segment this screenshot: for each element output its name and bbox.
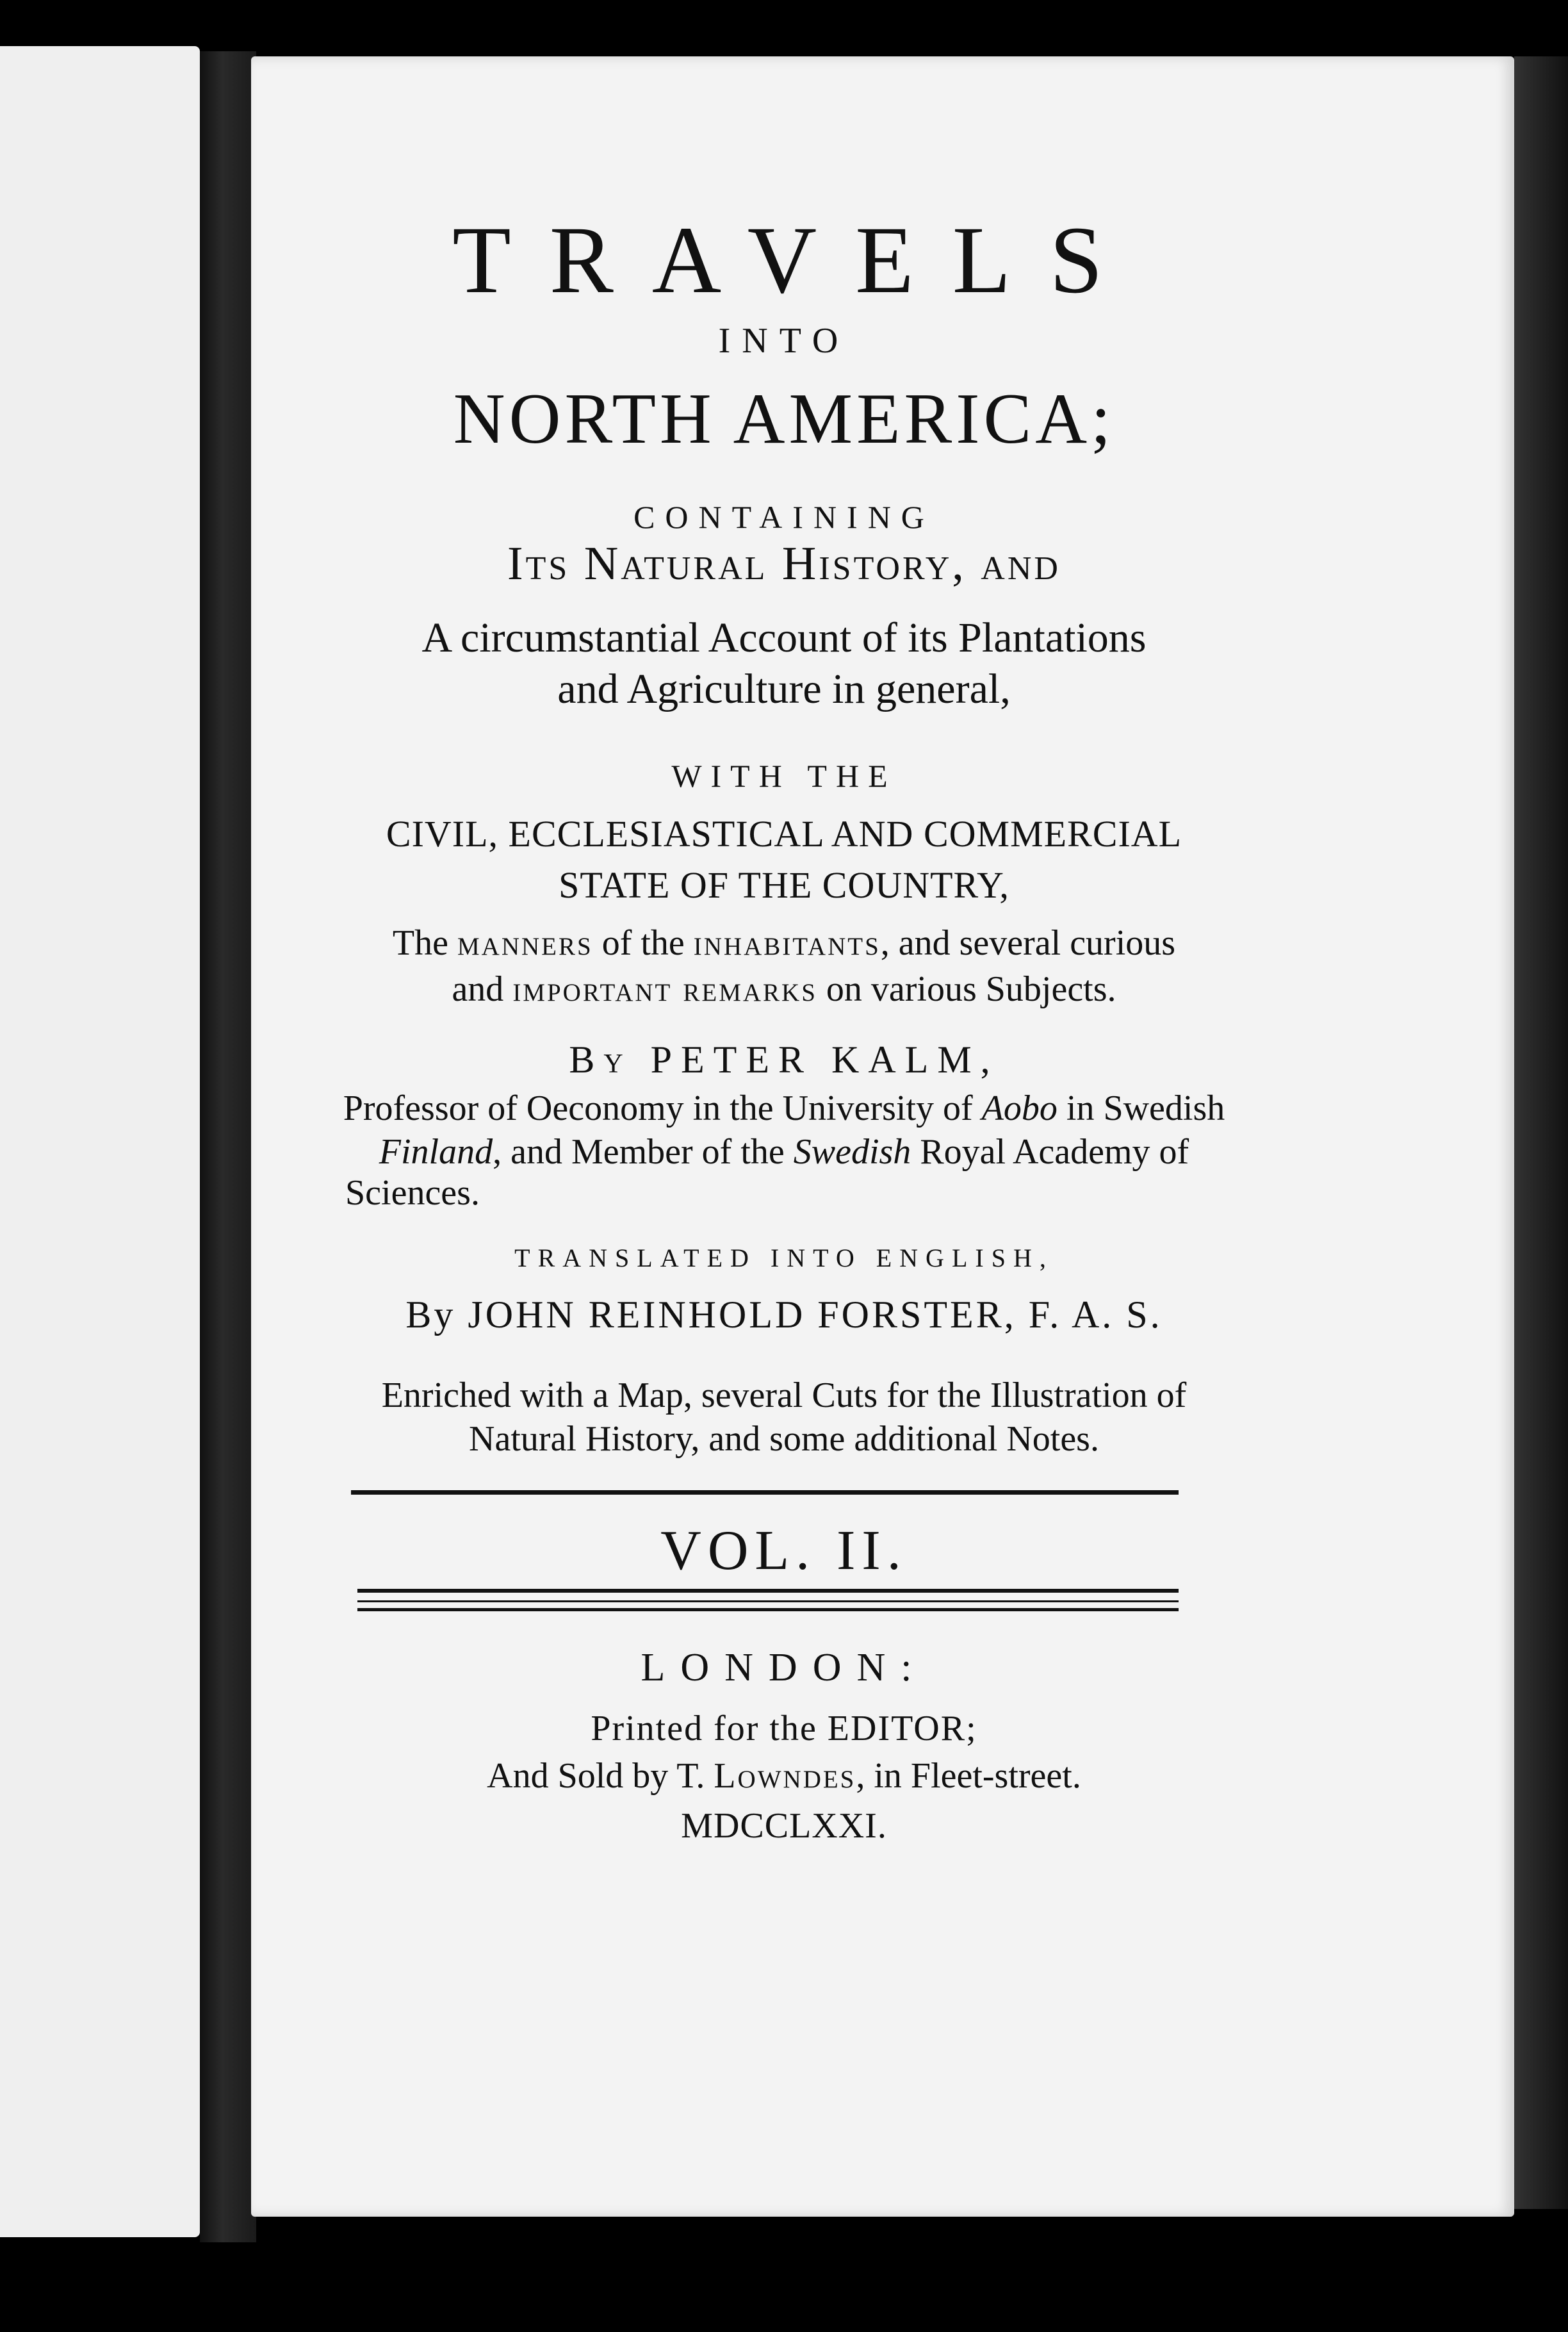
lower-rule-2 [357,1600,1179,1602]
sold-text-2: Lowndes [714,1756,856,1796]
author-desc-1c: in Swedish [1057,1088,1225,1128]
natural-history-line: Its Natural History, and [507,538,1061,590]
into-line: INTO [718,321,850,361]
important-text-3: on various Subjects. [817,969,1116,1009]
translated-line: TRANSLATED INTO ENGLISH, [514,1244,1054,1272]
author-line: By PETER KALM, [569,1039,999,1081]
important-line [0,969,1568,1010]
agriculture-line: and Agriculture in general, [557,666,1011,712]
important-text-1: and [452,969,513,1009]
containing-line: CONTAINING [633,499,935,535]
translator-line: By JOHN REINHOLD FORSTER, F. A. S. [405,1293,1163,1336]
manners-text-2: manners [457,923,593,963]
upper-rule [351,1490,1179,1495]
manners-line [0,923,1568,964]
printed-line: Printed for the EDITOR; [591,1709,977,1748]
enriched-line-1: Enriched with a Map, several Cuts for the Illustration of [381,1375,1187,1415]
author-desc-line-2 [0,1131,1568,1172]
author-desc-2a: Finland [379,1132,493,1172]
year-line: MDCCLXXI. [681,1806,887,1846]
manners-text-4: inhabitants [693,923,881,963]
sold-text-1: And Sold by T. [487,1756,714,1796]
manners-text-5: , and several curious [880,923,1176,963]
manners-text-1: The [392,923,457,963]
enriched-line-2: Natural History, and some additional Notes. [469,1419,1099,1459]
book-title: TRAVELS [452,207,1141,313]
author-desc-2b: , and Member of the [493,1132,794,1172]
with-the-line: WITH THE [671,758,897,794]
lower-rule-1 [357,1589,1179,1593]
civil-line: CIVIL, ECCLESIASTICAL AND COMMERCIAL [386,813,1182,855]
sold-text-3: , in Fleet-street. [856,1756,1081,1796]
lower-rule-3 [357,1608,1179,1611]
place-line: LONDON: [641,1646,927,1689]
subject-line: NORTH AMERICA; [453,379,1115,459]
author-desc-line-3: Sciences. [345,1173,480,1213]
author-desc-1b: Aobo [981,1088,1058,1128]
important-text-2: important remarks [512,969,817,1009]
author-desc-1a: Professor of Oeconomy in the University of [343,1088,982,1128]
author-desc-2c: Swedish [793,1132,911,1172]
sold-line [0,1755,1568,1796]
manners-text-3: of the [592,923,694,963]
state-line: STATE OF THE COUNTRY, [559,864,1009,906]
account-line: A circumstantial Account of its Plantations [421,614,1147,661]
author-desc-line-1 [0,1088,1568,1129]
volume-line: VOL. II. [660,1520,908,1582]
author-desc-2d: Royal Academy of [911,1132,1189,1172]
